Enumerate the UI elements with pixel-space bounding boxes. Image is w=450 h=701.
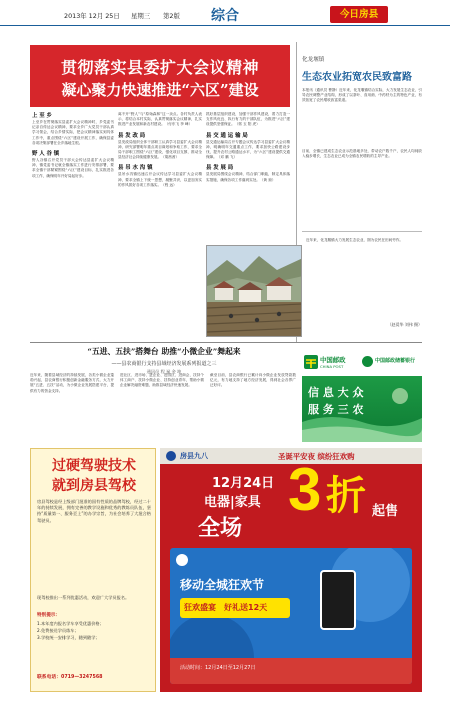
lead-subhead: 县 发 展 局	[206, 165, 234, 172]
mid-story	[30, 346, 298, 446]
driving-notice-item: 3.学校统一安排学习，随到随学；	[37, 635, 100, 640]
lead-subhead: 野 人 谷 镇	[32, 151, 60, 158]
mobile-prize-value: 好礼送12天	[224, 603, 268, 612]
village-photo-image	[207, 246, 302, 337]
mobile-phone-graphic	[320, 570, 356, 630]
post-logo-name: 中国邮政	[320, 356, 346, 364]
lead-column-1	[32, 112, 114, 302]
post-logo-english: CHINA POST	[320, 364, 344, 369]
newspaper-logo	[330, 6, 388, 23]
driving-notice-list	[37, 620, 151, 668]
driving-body-2: 现驾校推出一系列优惠活动，欢迎广大学员报名。	[37, 595, 130, 600]
photo-byline: （赵爱华 刘伟 摄）	[387, 322, 422, 327]
post-logo-icon	[304, 355, 318, 369]
header-page-number: 第2版	[163, 12, 180, 20]
postal-bank-icon	[362, 356, 373, 367]
post-emblem-icon	[304, 356, 318, 370]
store-whole: 全场	[198, 516, 243, 541]
lead-paragraph: 上至乡在贯彻落实县委扩大会议精神时，乡党委书记亲自传达会议精神，要求全乡广大党员干部认真学习领会，结合乡情实际，把会议精神落实到具体工作中，重点围绕“六区”建设开展工作，确保县委各项决策部署在全乡落地生根。	[32, 120, 114, 145]
store-discount-number: 3	[288, 456, 322, 523]
right-story-title: 生态农业拓宽农民致富路	[302, 72, 412, 83]
store-logo-icon	[166, 451, 176, 461]
mid-story-byline: 通讯员 程 禄 金 坤	[146, 369, 182, 374]
store-category: 电器|家具	[204, 495, 261, 510]
lead-paragraph: 县发展局围绕会议精神，结合部门职能，制定具体落实措施，确保各项工作落到实处。（黄 琼）	[206, 172, 290, 182]
lead-paragraph: 县交通运输局召开专题会议传达学习县委扩大会议精神，明确明年交通重点工作，要求加快公路建设步伐，提升农村公路通达水平，为“六区”建设提供交通保障。（邓 鹏 飞）	[206, 139, 290, 160]
lead-subhead: 上 至 乡	[32, 113, 52, 119]
lead-subhead: 县 吊 水 沟 镇	[118, 165, 153, 172]
mobile-campaign-banner	[170, 548, 412, 684]
lead-paragraph: 县发改局组织全体干部职工认真学习县委扩大会议精神，研究部署明年重点项目谋划和争取工作，要求全局干部职工围绕“六区”建设，强化项目支撑，推动全县经济社会持续健康发展。（胡茜茜）	[118, 139, 202, 160]
newspaper-logo-text: 今日房县	[339, 9, 379, 20]
driving-notice-title: 特别提示：	[37, 613, 60, 618]
mid-story-subtitle: ——县农商银行支持县域经济发展系列报道之三	[111, 361, 217, 367]
photo-caption: 近年来，化龙堰镇大力发展生态农业，图为农民在田间劳作。	[306, 238, 404, 242]
section-title: 综合	[211, 8, 239, 24]
driving-school-ad	[30, 448, 156, 692]
mid-story-title: “五进、五扶”搭舞台 助推“小微企业”舞起来	[87, 347, 241, 356]
driving-contact: 联系电话：0719—3247568	[37, 675, 103, 680]
lead-title-line1: 贯彻落实县委扩大会议精神	[60, 58, 259, 77]
mid-story-column-3: 截至目前，县农商银行已累计向小微企业发放贷款数亿元，有力地支持了地方经济发展，得到社会各界广泛好评。	[210, 373, 296, 388]
page-header	[0, 0, 450, 26]
village-photo	[206, 245, 302, 337]
section-rule	[30, 342, 422, 343]
mid-story-column-2: 进社区、进市场、进企业、进园区、进商会，扶持个体工商户、扶持小微企业、扶持创业青年，帮助小微企业解决融资难题，助推县域经济快速发展。	[120, 373, 204, 388]
postal-bank-name: 中国邮政储蓄银行	[375, 358, 416, 364]
store-sale-ad	[160, 448, 422, 692]
driving-notice-item: 2.免费接送学员练车；	[37, 628, 79, 633]
store-name: 房县九八	[180, 452, 208, 460]
mobile-prize-label: 狂欢盛宴	[184, 603, 216, 612]
lead-title-line2: 凝心聚力快速推进“六区”建设	[61, 81, 259, 99]
postal-bank-logo	[362, 355, 422, 371]
mid-story-column-1: 近年来，随着县域经济的持续发展，各类小微企业蓬勃兴起，县农商银行积极创新金融服务方式，大力开展“五进、五扶”活动，为小微企业发展搭建平台，提供有力的资金支持。	[30, 373, 114, 393]
driving-body: 房县驾校是经上级部门批准的国有性质的品牌驾校，经过二十年的持续发展，拥有完善的教学设施和优秀的教练员队伍，坚持“质量第一、服务至上”的办学宗旨，为社会培养了大批合格驾驶员。	[37, 499, 151, 523]
post-ad	[302, 350, 422, 444]
driving-title-line1: 过硬驾驶技术	[52, 458, 136, 474]
post-logo-block	[304, 353, 360, 373]
mobile-logo-icon	[176, 554, 188, 566]
post-slogan-panel	[302, 376, 422, 442]
lead-subhead: 县 发 改 局	[118, 132, 146, 139]
lead-paragraph: 县吊水沟镇迅速召开会议传达学习县委扩大会议精神，要求全镇上下统一思想，凝聚共识，以更加务实的作风抓好各项工作落实。（程 远）	[118, 172, 202, 187]
lead-paragraph: 野人谷镇召开党员干部大会传达县委扩大会议精神，镇党委书记就全镇落实工作进行安排部署，要求全镇干部紧紧围绕“六区”建设目标，扎实推进各项工作，确保明年开好局起好步。	[32, 158, 114, 178]
post-slogan-2: 服 务 三 农	[308, 403, 364, 416]
right-story-body-2: 目前，全镇已建成生态农业示范基地多处，带动农户数千户，农民人均纯收入稳步增长，生态农业已成为全镇农民增收的主导产业。	[302, 149, 422, 159]
right-story-kicker: 化龙堰镇	[302, 57, 325, 63]
lead-column-2	[118, 112, 202, 302]
right-story-caption-block	[306, 238, 422, 340]
header-date: 2013年 12月 25日	[64, 12, 120, 20]
driving-notice-item: 1.本年度内报名学车享受优惠价格；	[37, 621, 104, 626]
right-story-body: 本报讯（通讯员 曹静）近年来，化龙堰镇结合实际，大力发展生态农业，引导农民调整产业结构，形成了以茶叶、食用菌、中药材为主的特色产业，有效拓宽了农民增收致富渠道。	[302, 88, 422, 103]
store-discount-qi: 起售	[372, 504, 399, 519]
store-discount-zhe: 折	[326, 473, 366, 519]
store-date: 12月24日	[212, 476, 275, 491]
post-slogan-1: 信 息 大 众	[308, 386, 364, 399]
mobile-event-title: 移动全城狂欢节	[180, 578, 265, 592]
lead-banner	[30, 45, 290, 107]
mobile-info-line: 活动时间：12月24日至12月27日	[180, 665, 256, 671]
lead-paragraph: 抓好基层组织建设，加强干部作风建设，着力打造一支作风优良、执行有力的干部队伍，为推进“六区”建设提供坚强保证。（郭 玉 阳 虎）	[206, 112, 290, 127]
driving-title-line2: 就到房县驾校	[52, 478, 136, 494]
lead-paragraph: 离不开“野人”与“原始森林”这一卖点。各村负责人表示，将结合本村实际，认真贯彻落实会议精神，扎实推进产业发展和新农村建设。（付东飞 李 峰）	[118, 112, 202, 127]
header-weekday: 星期三	[131, 12, 151, 20]
mobile-prize-badge	[180, 598, 290, 618]
right-story-body-border	[302, 89, 422, 232]
store-slogan: 圣诞平安夜 缤纷狂欢购	[278, 452, 355, 461]
lead-subhead: 县 交 通 运 输 局	[206, 132, 248, 139]
